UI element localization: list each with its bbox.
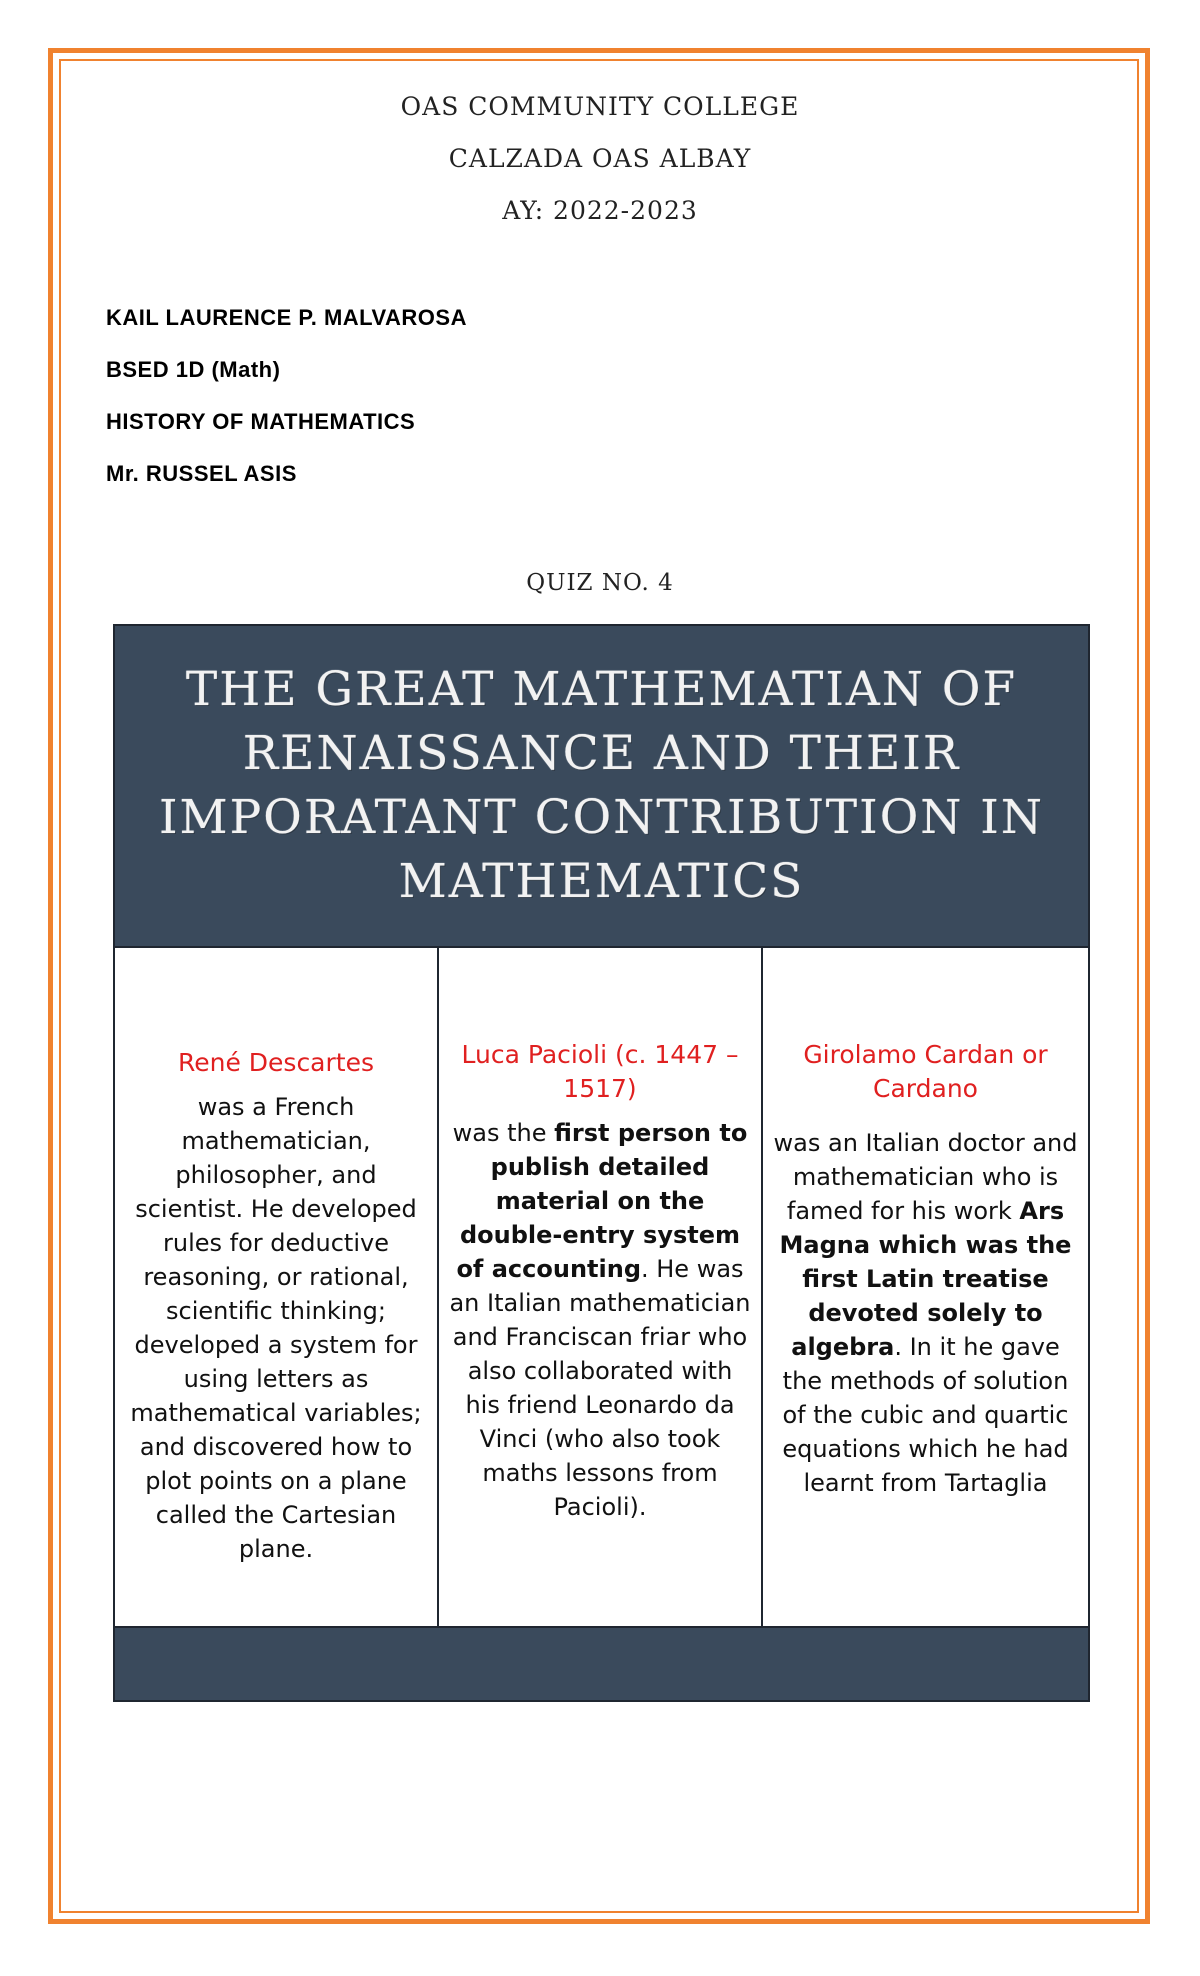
column-descartes <box>115 948 439 1626</box>
column-pacioli <box>439 948 763 1626</box>
student-course: BSED 1D (Math) <box>106 357 281 382</box>
mathematician-name: Girolamo Cardan or Cardano <box>803 1040 1048 1103</box>
college-address: CALZADA OAS ALBAY <box>448 144 752 173</box>
description-text: was an Italian doctor and mathematician who is famed for his work <box>773 1129 1078 1225</box>
mathematician-description <box>771 1126 1080 1500</box>
college-name: OAS COMMUNITY COLLEGE <box>400 92 800 121</box>
mathematician-description: was a French mathematician, philosopher, and scientist. He developed rules for deductive reasoning, or rational, scientific thinking; developed a system for using letters as mathematical variables; and discovered how to plot points on a plane called the Cartesian plane. <box>130 1093 422 1563</box>
table-title-band <box>115 626 1088 948</box>
student-info <box>106 305 467 513</box>
table-footer-band <box>115 1626 1088 1700</box>
subject-name: HISTORY OF MATHEMATICS <box>106 409 416 434</box>
instructor-name: Mr. RUSSEL ASIS <box>106 461 297 486</box>
student-name: KAIL LAURENCE P. MALVAROSA <box>106 305 467 330</box>
mathematicians-table <box>113 624 1090 1702</box>
description-text: . He was an Italian mathematician and Franciscan friar who also collaborated with his friend Leonardo da Vinci (who also took maths lessons from Pacioli). <box>449 1255 751 1521</box>
mathematician-name: René Descartes <box>177 1048 374 1077</box>
description-bold: first person to publish detailed material on the double-entry system of accounting <box>456 1119 748 1283</box>
mathematician-description <box>447 1116 753 1524</box>
mathematician-name: Luca Pacioli (c. 1447 – 1517) <box>461 1040 739 1103</box>
description-bold: Ars Magna which was the first Latin treatise devoted solely to algebra <box>779 1197 1072 1361</box>
quiz-label: QUIZ NO. 4 <box>526 570 674 596</box>
college-header <box>0 92 1200 248</box>
column-cardano <box>763 948 1088 1626</box>
academic-year: AY: 2022-2023 <box>502 196 698 225</box>
table-columns <box>115 948 1088 1626</box>
description-text: . In it he gave the methods of solution of the cubic and quartic equations which he had learnt from Tartaglia <box>782 1333 1069 1497</box>
table-title: THE GREAT MATHEMATIAN OF RENAISSANCE AND THEIR IMPORATANT CONTRIBUTION IN MATHEMATICS <box>158 662 1044 909</box>
description-text: was the <box>452 1119 555 1147</box>
